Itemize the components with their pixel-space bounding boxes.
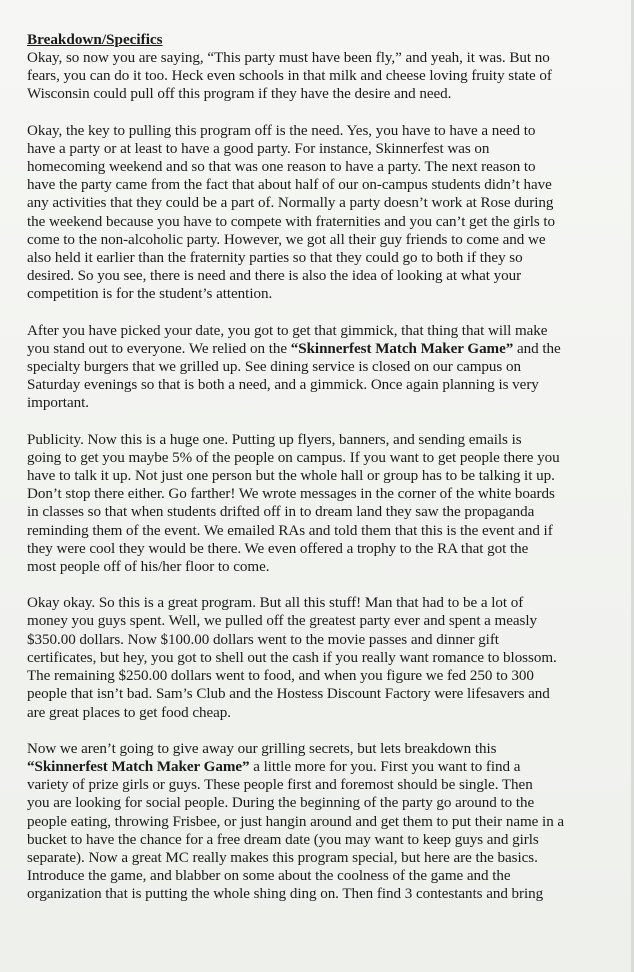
text-line bbox=[27, 85, 614, 103]
text-line bbox=[27, 558, 614, 576]
text-segment: homecoming weekend and so that was one reason to have a party. The next reason to bbox=[27, 159, 536, 176]
text-line bbox=[27, 594, 614, 612]
text-segment: Now we aren’t going to give away our grilling secrets, but lets breakdown this bbox=[27, 740, 497, 757]
text-line bbox=[27, 67, 614, 85]
text-line bbox=[27, 376, 614, 394]
text-segment: certificates, but hey, you got to shell out the cash if you really want romance to blossom. bbox=[27, 649, 557, 666]
document-body bbox=[27, 49, 614, 904]
text-line bbox=[27, 140, 614, 158]
text-segment: you stand out to everyone. We relied on the bbox=[27, 340, 291, 357]
text-line bbox=[27, 358, 614, 376]
text-line bbox=[27, 267, 614, 285]
text-line bbox=[27, 776, 614, 794]
text-segment: Saturday evenings so that is both a need, and a gimmick. Once again planning is very bbox=[27, 377, 539, 394]
text-segment: are great places to get food cheap. bbox=[27, 704, 232, 721]
text-line bbox=[27, 612, 614, 630]
paragraph bbox=[27, 740, 614, 904]
text-line bbox=[27, 322, 614, 340]
text-line bbox=[27, 194, 614, 212]
text-segment: in classes so that when students drifted off in to dream land they saw the propaganda bbox=[27, 504, 535, 521]
text-line bbox=[27, 213, 614, 231]
text-line bbox=[27, 758, 614, 776]
text-line bbox=[27, 158, 614, 176]
text-segment: come to the non-alcoholic party. However, we got all their guy friends to come and we bbox=[27, 231, 546, 248]
text-segment: people that isn’t bad. Sam’s Club and the Hostess Discount Factory were lifesavers and bbox=[27, 686, 550, 703]
paragraph bbox=[27, 431, 614, 577]
text-segment: variety of prize girls or guys. These people first and foremost should be single. Then bbox=[27, 777, 533, 794]
text-line bbox=[27, 122, 614, 140]
text-segment: most people off of his/her floor to come. bbox=[27, 559, 270, 576]
paragraph bbox=[27, 49, 614, 104]
text-segment: After you have picked your date, you got to get that gimmick, that thing that will make bbox=[27, 322, 548, 339]
text-line bbox=[27, 849, 614, 867]
text-line bbox=[27, 503, 614, 521]
text-segment: people eating, throwing Frisbee, or just hangin around and get them to put their name in a bbox=[27, 813, 565, 830]
text-segment: have to talk it up. Not just one person but the whole hall or group has to be talking it up. bbox=[27, 468, 555, 485]
text-line bbox=[27, 831, 614, 849]
text-segment: going to get you maybe 5% of the people on campus. If you want to get people there you bbox=[27, 449, 560, 466]
bold-phrase: “Skinnerfest Match Maker Game” bbox=[27, 758, 250, 775]
text-segment: any activities that they could be a part of. Normally a party doesn’t work at Rose during bbox=[27, 195, 554, 212]
text-line bbox=[27, 631, 614, 649]
text-segment: Okay okay. So this is a great program. But all this stuff! Man that had to be a lot of bbox=[27, 595, 524, 612]
text-line bbox=[27, 522, 614, 540]
paragraph bbox=[27, 594, 614, 721]
text-segment: fears, you can do it too. Heck even schools in that milk and cheese loving fruity state of bbox=[27, 68, 552, 85]
text-line bbox=[27, 340, 614, 358]
text-line bbox=[27, 485, 614, 503]
text-segment: money you guys spent. Well, we pulled off the greatest party ever and spent a measly bbox=[27, 613, 538, 630]
text-segment: The remaining $250.00 dollars went to food, and when you figure we fed 250 to 300 bbox=[27, 668, 534, 685]
text-segment: desired. So you see, there is need and there is also the idea of looking at what your bbox=[27, 268, 522, 285]
text-line bbox=[27, 231, 614, 249]
text-line bbox=[27, 794, 614, 812]
text-segment: also held it earlier than the fraternity parties so that they could go to both if they so bbox=[27, 250, 523, 267]
text-line bbox=[27, 813, 614, 831]
text-segment: important. bbox=[27, 395, 89, 412]
text-line bbox=[27, 667, 614, 685]
text-segment: bucket to have the chance for a free dream date (you may want to keep guys and girls bbox=[27, 831, 539, 848]
text-line bbox=[27, 249, 614, 267]
text-segment: have the party came from the fact that about half of our on-campus students didn’t have bbox=[27, 177, 552, 194]
text-line bbox=[27, 685, 614, 703]
text-segment: $350.00 dollars. Now $100.00 dollars went to the movie passes and dinner gift bbox=[27, 631, 499, 648]
text-segment: organization that is putting the whole shing ding on. Then find 3 contestants and bring bbox=[27, 886, 544, 903]
text-line bbox=[27, 49, 614, 67]
text-line bbox=[27, 740, 614, 758]
text-segment: a little more for you. First you want to find a bbox=[249, 758, 521, 775]
paragraph bbox=[27, 122, 614, 304]
text-line bbox=[27, 649, 614, 667]
text-segment: the weekend because you have to compete with fraternities and you can’t get the girls to bbox=[27, 213, 556, 230]
text-line bbox=[27, 467, 614, 485]
text-line bbox=[27, 449, 614, 467]
text-segment: they were cool they would be there. We even offered a trophy to the RA that got the bbox=[27, 540, 529, 557]
text-line bbox=[27, 540, 614, 558]
text-segment: Okay, so now you are saying, “This party must have been fly,” and yeah, it was. But no bbox=[27, 50, 550, 66]
text-segment: competition is for the student’s attention. bbox=[27, 286, 273, 303]
text-segment: and the bbox=[513, 340, 561, 357]
text-line bbox=[27, 885, 614, 903]
bold-phrase: “Skinnerfest Match Maker Game” bbox=[290, 340, 514, 357]
text-line bbox=[27, 176, 614, 194]
text-segment: Publicity. Now this is a huge one. Putting up flyers, banners, and sending emails is bbox=[27, 431, 522, 448]
text-segment: reminding them of the event. We emailed RAs and told them that this is the event and if bbox=[27, 522, 553, 539]
text-line bbox=[27, 285, 614, 303]
paragraph bbox=[27, 322, 614, 413]
text-segment: you are looking for social people. During the beginning of the party go around to the bbox=[27, 795, 535, 812]
text-segment: Don’t stop there either. Go farther! We wrote messages in the corner of the white boards bbox=[27, 486, 555, 503]
text-line bbox=[27, 704, 614, 722]
section-heading: Breakdown/Specifics bbox=[27, 31, 163, 48]
text-segment: separate). Now a great MC really makes this program special, but here are the basics. bbox=[27, 849, 538, 866]
text-segment: Introduce the game, and blabber on some about the coolness of the game and the bbox=[27, 868, 511, 885]
text-segment: Okay, the key to pulling this program off is the need. Yes, you have to have a need to bbox=[27, 122, 536, 139]
text-segment: Wisconsin could pull off this program if they have the desire and need. bbox=[27, 86, 452, 103]
text-line bbox=[27, 867, 614, 885]
text-segment: have a party or at least to have a good party. For instance, Skinnerfest was on bbox=[27, 140, 490, 157]
text-line bbox=[27, 394, 614, 412]
text-line bbox=[27, 431, 614, 449]
text-segment: specialty burgers that we grilled up. See dining service is closed on our campus on bbox=[27, 359, 521, 376]
